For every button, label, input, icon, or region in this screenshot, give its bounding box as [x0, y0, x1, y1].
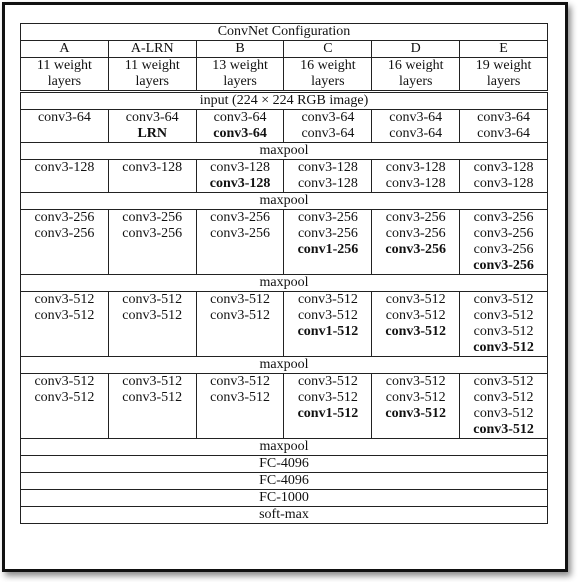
- new-layer-label: conv3-64: [213, 126, 267, 141]
- layer-label: conv3-256: [34, 210, 95, 225]
- fc-layer-label: FC-4096: [21, 473, 548, 490]
- layer-label: conv3-128: [122, 160, 183, 175]
- fc-layer-label: FC-4096: [21, 456, 548, 473]
- depth-label: 11 weight: [124, 58, 180, 73]
- layer-label: conv3-256: [34, 226, 95, 241]
- depth-cell: [284, 58, 372, 92]
- layer-label: conv3-128: [297, 160, 358, 175]
- layer-label: conv3-512: [210, 374, 271, 389]
- conv-cell: [196, 374, 284, 439]
- depth-label: 16 weight: [387, 58, 444, 73]
- layer-label: conv3-128: [473, 160, 534, 175]
- maxpool-label-row: [21, 275, 548, 292]
- layer-label: conv3-256: [297, 210, 358, 225]
- layer-label: conv3-512: [122, 308, 183, 323]
- fc-layer-label-row: [21, 456, 548, 473]
- maxpool-label: maxpool: [21, 143, 548, 160]
- conv-cell: [460, 292, 548, 357]
- conv-cell: [21, 374, 109, 439]
- layer-label: conv3-256: [473, 210, 534, 225]
- maxpool-label: maxpool: [21, 357, 548, 374]
- layer-label: conv3-64: [477, 126, 531, 141]
- new-layer-label: conv1-512: [297, 406, 359, 421]
- maxpool-label: maxpool: [21, 193, 548, 210]
- layer-label: conv3-512: [122, 292, 183, 307]
- layer-label: conv3-512: [473, 292, 534, 307]
- fc-layer-label-row: [21, 490, 548, 507]
- layer-label: conv3-512: [122, 390, 183, 405]
- new-layer-label: LRN: [137, 126, 168, 141]
- conv-cell: [372, 110, 460, 143]
- layer-label: conv3-256: [385, 210, 446, 225]
- conv-cell: [21, 210, 109, 275]
- layer-label: conv3-512: [297, 308, 358, 323]
- layer-label: conv3-512: [473, 406, 534, 421]
- layer-label: conv3-256: [210, 210, 271, 225]
- conv-block-row: [21, 210, 548, 275]
- layer-label: conv3-512: [473, 374, 534, 389]
- new-layer-label: conv3-512: [385, 406, 447, 421]
- depth-cell: [460, 58, 548, 92]
- layer-label: conv3-64: [389, 110, 443, 125]
- input-label-row: [21, 92, 548, 110]
- maxpool-label-row: [21, 357, 548, 374]
- layer-label: conv3-64: [213, 110, 267, 125]
- layer-label: conv3-256: [473, 242, 534, 257]
- layer-label: conv3-512: [473, 390, 534, 405]
- fc-layer-label: FC-1000: [21, 490, 548, 507]
- layer-label: conv3-512: [122, 374, 183, 389]
- column-name: C: [284, 41, 372, 58]
- new-layer-label: conv3-512: [473, 340, 534, 355]
- layer-label: conv3-512: [34, 308, 95, 323]
- column-name: B: [196, 41, 284, 58]
- layer-label: conv3-256: [122, 210, 183, 225]
- layer-label: conv3-512: [473, 308, 534, 323]
- layer-label: conv3-64: [389, 126, 443, 141]
- depth-label: 16 weight: [300, 58, 356, 73]
- conv-cell: [108, 292, 196, 357]
- fc-layer-label-row: [21, 507, 548, 524]
- depth-cell: [196, 58, 284, 92]
- layer-label: conv3-512: [210, 308, 271, 323]
- new-layer-label: conv1-512: [297, 324, 359, 339]
- depth-label: 13 weight: [212, 58, 268, 73]
- layer-label: conv3-512: [385, 292, 446, 307]
- new-layer-label: conv3-512: [473, 422, 534, 437]
- convnet-configuration-table: [20, 23, 548, 524]
- fc-layer-label-row: [21, 473, 548, 490]
- conv-block-row: [21, 110, 548, 143]
- conv-block-row: [21, 160, 548, 193]
- conv-cell: [372, 160, 460, 193]
- conv-cell: [460, 110, 548, 143]
- layer-label: conv3-512: [385, 390, 446, 405]
- depth-row: [21, 58, 548, 92]
- layer-label: conv3-512: [297, 390, 358, 405]
- conv-cell: [460, 210, 548, 275]
- maxpool-label: maxpool: [21, 275, 548, 292]
- column-name: D: [372, 41, 460, 58]
- column-name: E: [460, 41, 548, 58]
- new-layer-label: conv3-128: [209, 176, 271, 191]
- conv-cell: [372, 292, 460, 357]
- layer-label: conv3-128: [297, 176, 358, 191]
- depth-label: layers: [223, 74, 257, 89]
- layer-label: conv3-128: [385, 176, 446, 191]
- table-title-row: [21, 24, 548, 41]
- maxpool-label-row: [21, 439, 548, 456]
- conv-cell: [21, 110, 109, 143]
- conv-cell: [460, 160, 548, 193]
- depth-label: 11 weight: [36, 58, 92, 73]
- layer-label: conv3-512: [297, 374, 358, 389]
- depth-cell: [108, 58, 196, 92]
- layer-label: conv3-64: [125, 110, 179, 125]
- layer-label: conv3-512: [385, 374, 446, 389]
- layer-label: conv3-512: [34, 292, 95, 307]
- conv-cell: [196, 292, 284, 357]
- layer-label: conv3-64: [477, 110, 531, 125]
- conv-cell: [284, 110, 372, 143]
- conv-cell: [196, 110, 284, 143]
- layer-label: conv3-512: [34, 390, 95, 405]
- conv-cell: [460, 374, 548, 439]
- conv-cell: [196, 210, 284, 275]
- conv-block-row: [21, 292, 548, 357]
- depth-label: layers: [135, 74, 169, 89]
- input-label: input (224 × 224 RGB image): [21, 92, 548, 110]
- layer-label: conv3-512: [297, 292, 358, 307]
- layer-label: conv3-128: [34, 160, 95, 175]
- layer-label: conv3-128: [385, 160, 446, 175]
- conv-cell: [284, 160, 372, 193]
- depth-cell: [372, 58, 460, 92]
- new-layer-label: conv1-256: [297, 242, 359, 257]
- conv-cell: [284, 210, 372, 275]
- layer-label: conv3-512: [34, 374, 95, 389]
- layer-label: conv3-512: [210, 390, 271, 405]
- layer-label: conv3-256: [473, 226, 534, 241]
- column-name: A: [21, 41, 109, 58]
- layer-label: conv3-256: [385, 226, 446, 241]
- conv-cell: [21, 160, 109, 193]
- layer-label: conv3-256: [210, 226, 271, 241]
- maxpool-label-row: [21, 143, 548, 160]
- conv-block-row: [21, 374, 548, 439]
- new-layer-label: conv3-512: [385, 324, 447, 339]
- conv-cell: [21, 292, 109, 357]
- layer-label: conv3-128: [210, 160, 271, 175]
- maxpool-label-row: [21, 193, 548, 210]
- layer-label: conv3-64: [301, 126, 355, 141]
- conv-cell: [108, 210, 196, 275]
- conv-cell: [284, 292, 372, 357]
- new-layer-label: conv3-256: [473, 258, 534, 273]
- depth-cell: [21, 58, 109, 92]
- conv-cell: [372, 374, 460, 439]
- conv-cell: [196, 160, 284, 193]
- maxpool-label: maxpool: [21, 439, 548, 456]
- column-header-row: [21, 41, 548, 58]
- layer-label: conv3-512: [473, 324, 534, 339]
- layer-label: conv3-256: [122, 226, 183, 241]
- depth-label: 19 weight: [475, 58, 532, 73]
- layer-label: conv3-512: [210, 292, 271, 307]
- depth-label: layers: [486, 74, 521, 89]
- layer-label: conv3-128: [473, 176, 534, 191]
- depth-label: layers: [47, 74, 82, 89]
- conv-cell: [108, 160, 196, 193]
- conv-cell: [372, 210, 460, 275]
- table-title: ConvNet Configuration: [21, 24, 548, 41]
- layer-label: conv3-512: [385, 308, 446, 323]
- layer-label: conv3-256: [297, 226, 358, 241]
- conv-cell: [108, 374, 196, 439]
- conv-cell: [108, 110, 196, 143]
- depth-label: layers: [399, 74, 433, 89]
- conv-cell: [284, 374, 372, 439]
- fc-layer-label: soft-max: [21, 507, 548, 524]
- column-name: A-LRN: [108, 41, 196, 58]
- layer-label: conv3-64: [37, 110, 91, 125]
- layer-label: conv3-64: [301, 110, 355, 125]
- depth-label: layers: [311, 74, 345, 89]
- new-layer-label: conv3-256: [385, 242, 447, 257]
